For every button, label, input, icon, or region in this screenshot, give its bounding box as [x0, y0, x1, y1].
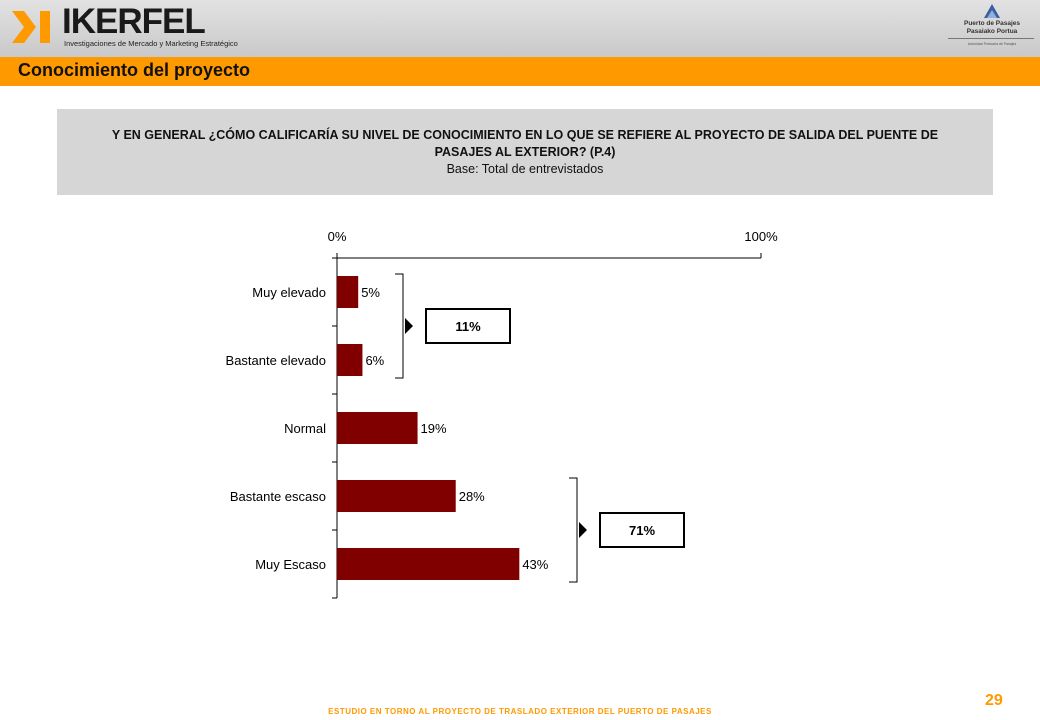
footer-study-title: ESTUDIO EN TORNO AL PROYECTO DE TRASLADO EXTERIOR DEL PUERTO DE PASAJES — [328, 707, 712, 716]
category-label: Normal — [284, 421, 326, 436]
group-bracket — [395, 274, 403, 378]
bar — [337, 412, 418, 444]
value-label: 19% — [420, 421, 447, 436]
category-label: Bastante elevado — [225, 353, 326, 368]
value-label: 43% — [522, 557, 549, 572]
port-logo-line2: Pasaiako Portua — [966, 28, 1018, 35]
group-arrow — [405, 318, 413, 334]
value-label: 5% — [361, 285, 380, 300]
category-label: Muy Escaso — [255, 557, 326, 572]
question-base: Base: Total de entrevistados — [446, 162, 604, 176]
bar — [337, 276, 358, 308]
group-total-label: 71% — [628, 523, 656, 538]
group-bracket — [569, 478, 577, 582]
category-label: Muy elevado — [252, 285, 326, 300]
value-label: 6% — [365, 353, 385, 368]
x-tick-label: 100% — [744, 229, 778, 244]
section-title: Conocimiento del proyecto — [18, 60, 251, 80]
logo-tagline: Investigaciones de Mercado y Marketing Estratégico — [64, 39, 238, 48]
value-label: 28% — [458, 489, 485, 504]
logo-name: IKERFEL — [62, 2, 205, 41]
question-text: Y EN GENERAL ¿CÓMO CALIFICARÍA SU NIVEL DE CONOCIMIENTO EN LO QUE SE REFIERE AL PROYECTO DE SALIDA DEL PUENTE DE PASAJES AL EXTERIOR? (P.4) — [111, 128, 939, 159]
port-logo-sub: Autoridad Portuaria de Pasajes — [967, 42, 1017, 46]
bar — [337, 548, 519, 580]
group-total-label: 11% — [455, 319, 481, 334]
port-logo-line1: Puerto de Pasajes — [964, 20, 1020, 27]
page-number: 29 — [985, 692, 1003, 709]
x-tick-label: 0% — [327, 229, 347, 244]
group-arrow — [579, 522, 587, 538]
bar — [337, 344, 362, 376]
bar — [337, 480, 456, 512]
category-label: Bastante escaso — [229, 489, 326, 504]
